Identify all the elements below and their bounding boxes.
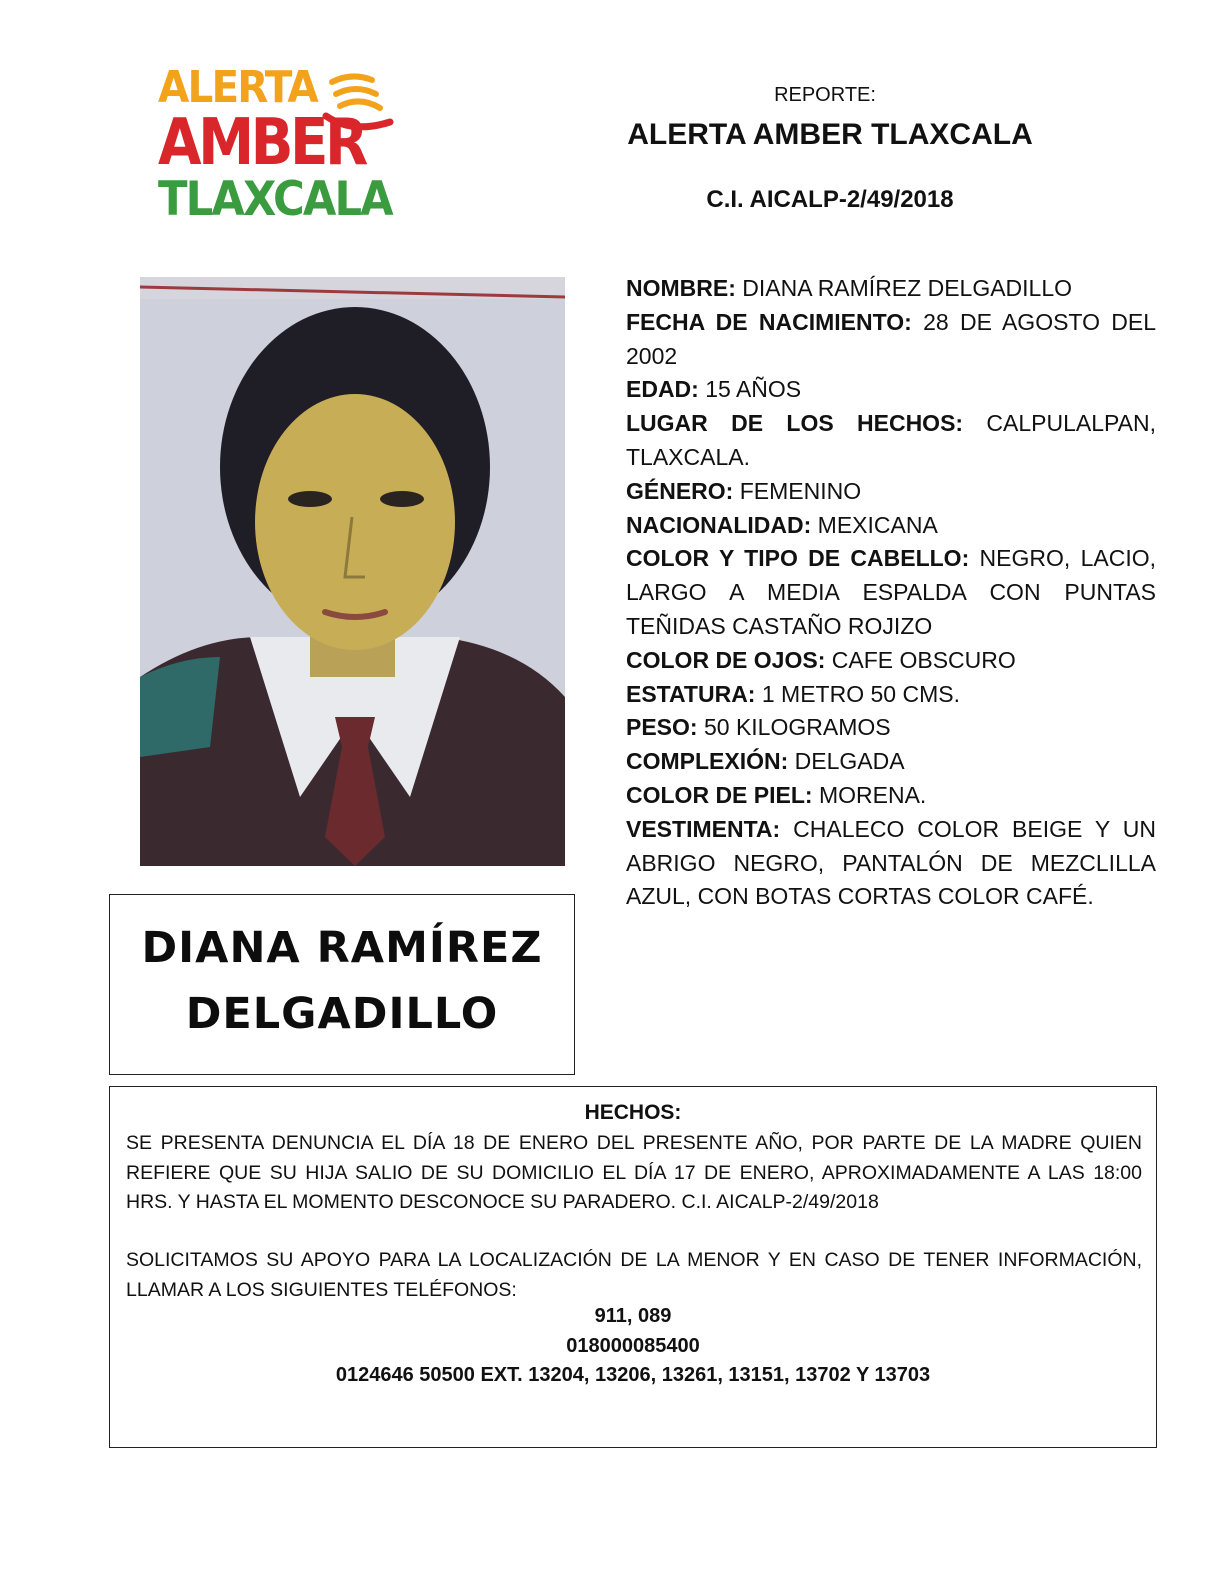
phone-emergency: 911, 089 [594, 1305, 672, 1327]
logo-line-alerta: ALERTA [158, 62, 317, 113]
detail-fecha-nacimiento: FECHA DE NACIMIENTO: 28 DE AGOSTO DEL 2002 [626, 308, 1156, 369]
detail-piel: COLOR DE PIEL: MORENA. [626, 781, 927, 808]
facts-box [109, 1086, 1157, 1448]
report-label: REPORTE: [774, 84, 876, 106]
detail-vestimenta: VESTIMENTA: CHALECO COLOR BEIGE Y UN ABRIGO NEGRO, PANTALÓN DE MEZCLILLA AZUL, CON BOTAS CORTAS COLOR CAFÉ. [626, 815, 1157, 910]
detail-nacionalidad: NACIONALIDAD: MEXICANA [626, 511, 938, 538]
logo-line-tlaxcala: TLAXCALA [158, 172, 392, 227]
case-id: C.I. AICALP-2/49/2018 [706, 186, 954, 213]
detail-lugar: LUGAR DE LOS HECHOS: CALPULALPAN, TLAXCALA. [626, 410, 1157, 470]
detail-edad: EDAD: 15 AÑOS [626, 376, 802, 403]
detail-peso: PESO: 50 KILOGRAMOS [626, 714, 891, 741]
name-line-2: DELGADILLO [185, 989, 499, 1039]
facts-text: SE PRESENTA DENUNCIA EL DÍA 18 DE ENERO DEL PRESENTE AÑO, POR PARTE DE LA MADRE QUIEN REFIERE QUE SU HIJA SALIO DE SU DOMICILIO EL DÍA 17 DE ENERO, APROXIMADAMENTE A LAS 18:00 HRS. Y HASTA EL MOMENTO DESCONOCE SU PARADERO. C.I. AICALP-2/49/2018 [126, 1132, 1142, 1213]
detail-genero: GÉNERO: FEMENINO [626, 477, 862, 504]
phone-toll-free: 018000085400 [566, 1335, 700, 1357]
person-details [626, 272, 1156, 914]
detail-nombre: NOMBRE: DIANA RAMÍREZ DELGADILLO [626, 275, 1073, 301]
detail-ojos: COLOR DE OJOS: CAFE OBSCURO [626, 646, 1016, 673]
missing-person-photo [140, 277, 565, 866]
logo-line-amber: AMBER [158, 106, 365, 180]
alert-wave-icon [322, 68, 394, 140]
report-title: ALERTA AMBER TLAXCALA [627, 118, 1033, 151]
detail-complexion: COMPLEXIÓN: DELGADA [626, 748, 905, 775]
name-box [109, 894, 575, 1075]
request-text: SOLICITAMOS SU APOYO PARA LA LOCALIZACIÓN DE LA MENOR Y EN CASO DE TENER INFORMACIÓN, LLAMAR A LOS SIGUIENTES TELÉFONOS: [126, 1249, 1142, 1301]
name-line-1: DIANA RAMÍREZ [141, 923, 543, 973]
phone-extensions: 0124646 50500 EXT. 13204, 13206, 13261, 13151, 13702 Y 13703 [335, 1364, 931, 1386]
facts-title: HECHOS: [584, 1101, 682, 1124]
detail-cabello: COLOR Y TIPO DE CABELLO: NEGRO, LACIO, LARGO A MEDIA ESPALDA CON PUNTAS TEÑIDAS CASTAÑO ROJIZO [626, 545, 1156, 639]
detail-estatura: ESTATURA: 1 METRO 50 CMS. [626, 680, 960, 707]
missing-person-name [110, 915, 574, 1047]
alerta-amber-logo [150, 62, 400, 232]
